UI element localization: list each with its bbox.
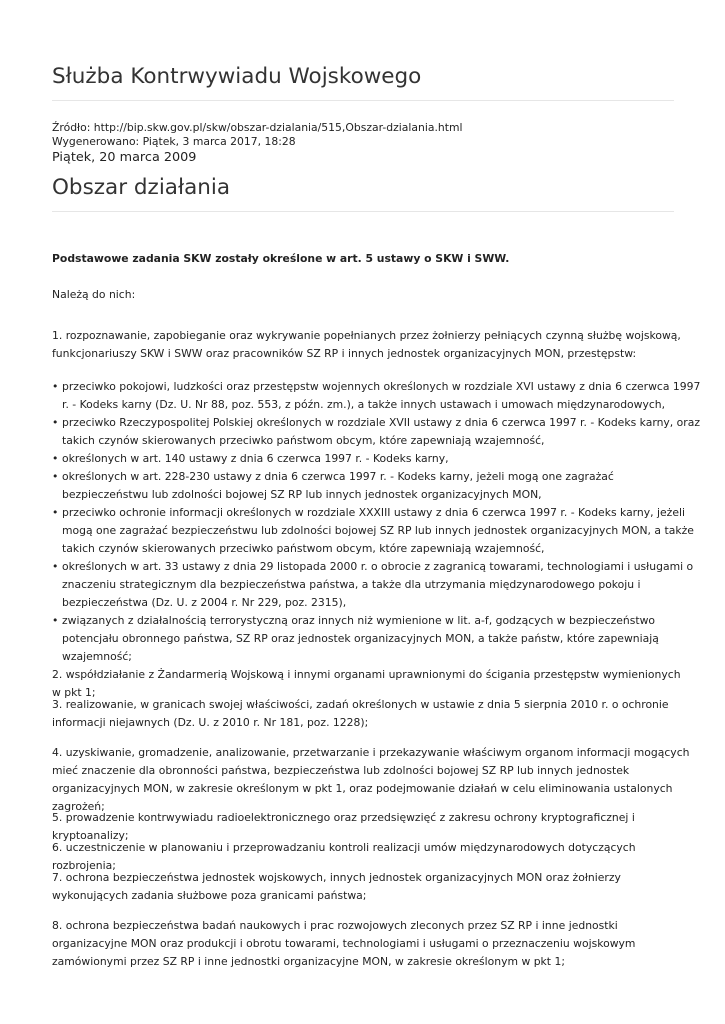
bullet-icon: •: [52, 416, 59, 429]
bullet-icon: •: [52, 506, 59, 519]
list-item-text: przeciwko pokojowi, ludzkości oraz przestępstw wojennych określonych w rozdziale XVI ustawy z dnia 6 czerwca 1997 r. - Kodeks karny (Dz. U. Nr 88, poz. 553, z późn. zm.), a także innych ustawach i umowach międzynarodowych,: [62, 380, 701, 411]
task-item-6: 6. uczestniczenie w planowaniu i przeprowadzaniu kontroli realizacji umów międzynarodowych dotyczących rozbrojenia;: [52, 840, 636, 872]
list-item: [52, 504, 702, 558]
generated-line: Wygenerowano: Piątek, 3 marca 2017, 18:28: [52, 135, 296, 148]
task-item-7: 7. ochrona bezpieczeństwa jednostek wojskowych, innych jednostek organizacyjnych MON oraz żołnierzy wykonujących zadania służbowe poza granicami państwa;: [52, 870, 621, 902]
site-title: Służba Kontrwywiadu Wojskowego: [52, 64, 422, 89]
list-item-text: określonych w art. 33 ustawy z dnia 29 listopada 2000 r. o obrocie z zagranicą towarami, technologiami i usługami o znaczeniu strategicznym dla bezpieczeństwa państwa, a także dla utrzymania międzynarodowego pokoju i bezpieczeństwa (Dz. U. z 2004 r. Nr 229, poz. 2315),: [62, 560, 694, 609]
list-item-text: określonych w art. 228-230 ustawy z dnia 6 czerwca 1997 r. - Kodeks karny, jeżeli mogą one zagrażać bezpieczeństwu lub zdolności bojowej SZ RP lub innych jednostek organizacyjnych MON,: [62, 470, 614, 501]
list-item: [52, 378, 702, 414]
document-meta: [52, 121, 463, 149]
list-item: [52, 414, 702, 450]
list-item-text: określonych w art. 140 ustawy z dnia 6 czerwca 1997 r. - Kodeks karny,: [62, 452, 449, 465]
task-item-1: 1. rozpoznawanie, zapobieganie oraz wykrywanie popełnianych przez żołnierzy pełniących czynną służbę wojskową, funkcjonariuszy SKW i SWW oraz pracowników SZ RP i innych jednostek organizacyjnych MON, przestępstw:: [52, 328, 681, 360]
source-line: Źródło: http://bip.skw.gov.pl/skw/obszar-dzialania/515,Obszar-dzialania.html: [52, 121, 463, 134]
task-item-4: 4. uzyskiwanie, gromadzenie, analizowanie, przetwarzanie i przekazywanie właściwym organom informacji mogących mieć znaczenie dla obronności państwa, bezpieczeństwa lub zdolności bojowej SZ RP lub innych jednostek organizacyjnych MON, w zakresie określonym w pkt 1, oraz podejmowanie działań w celu eliminowania ustalonych zagrożeń;: [52, 745, 690, 813]
list-item: [52, 450, 702, 468]
task-item-3: 3. realizowanie, w granicach swojej właściwości, zadań określonych w ustawie z dnia 5 sierpnia 2010 r. o ochronie informacji niejawnych (Dz. U. z 2010 r. Nr 181, poz. 1228);: [52, 697, 669, 729]
publication-date: Piątek, 20 marca 2009: [52, 150, 197, 165]
offence-list: [52, 378, 702, 666]
bullet-icon: •: [52, 560, 59, 573]
intro-list-paragraph: Należą do nich:: [52, 288, 136, 301]
task-item-2: 2. współdziałanie z Żandarmerią Wojskową i innymi organami uprawnionymi do ścigania przestępstw wymienionych w pkt 1;: [52, 667, 681, 699]
task-item-5: 5. prowadzenie kontrwywiadu radioelektronicznego oraz przedsięwzięć z zakresu ochrony kryptograficznej i kryptoanalizy;: [52, 810, 635, 842]
intro-bold-paragraph: Podstawowe zadania SKW zostały określone w art. 5 ustawy o SKW i SWW.: [52, 252, 510, 265]
list-item-text: przeciwko Rzeczypospolitej Polskiej określonych w rozdziale XVII ustawy z dnia 6 czerwca 1997 r. - Kodeks karny, oraz takich czynów skierowanych przeciwko państwom obcym, które zapewniają wzajemność,: [62, 416, 700, 447]
header-divider: [52, 100, 674, 101]
bullet-icon: •: [52, 452, 59, 465]
bullet-icon: •: [52, 380, 59, 393]
list-item-text: przeciwko ochronie informacji określonych w rozdziale XXXIII ustawy z dnia 6 czerwca 1997 r. - Kodeks karny, jeżeli mogą one zagrażać bezpieczeństwu lub zdolności bojowej SZ RP lub innych jednostek organizacyjnych MON, a także takich czynów skierowanych przeciwko państwom obcym, które zapewniają wzajemność,: [62, 506, 694, 555]
list-item: [52, 558, 702, 612]
list-item: [52, 468, 702, 504]
list-item: [52, 612, 702, 666]
article-title: Obszar działania: [52, 175, 231, 200]
list-item-text: związanych z działalnością terrorystyczną oraz innych niż wymienione w lit. a-f, godzących w bezpieczeństwo potencjału obronnego państwa, SZ RP oraz jednostek organizacyjnych MON, a także państw, które zapewniają wzajemność;: [62, 614, 659, 663]
bullet-icon: •: [52, 614, 59, 627]
task-item-8: 8. ochrona bezpieczeństwa badań naukowych i prac rozwojowych zleconych przez SZ RP i inne jednostki organizacyjne MON oraz produkcji i obrotu towarami, technologiami i usługami o przeznaczeniu wojskowym zamówionymi przez SZ RP i inne jednostki organizacyjne MON, w zakresie określonym w pkt 1;: [52, 918, 636, 968]
bullet-icon: •: [52, 470, 59, 483]
title-divider: [52, 211, 674, 212]
